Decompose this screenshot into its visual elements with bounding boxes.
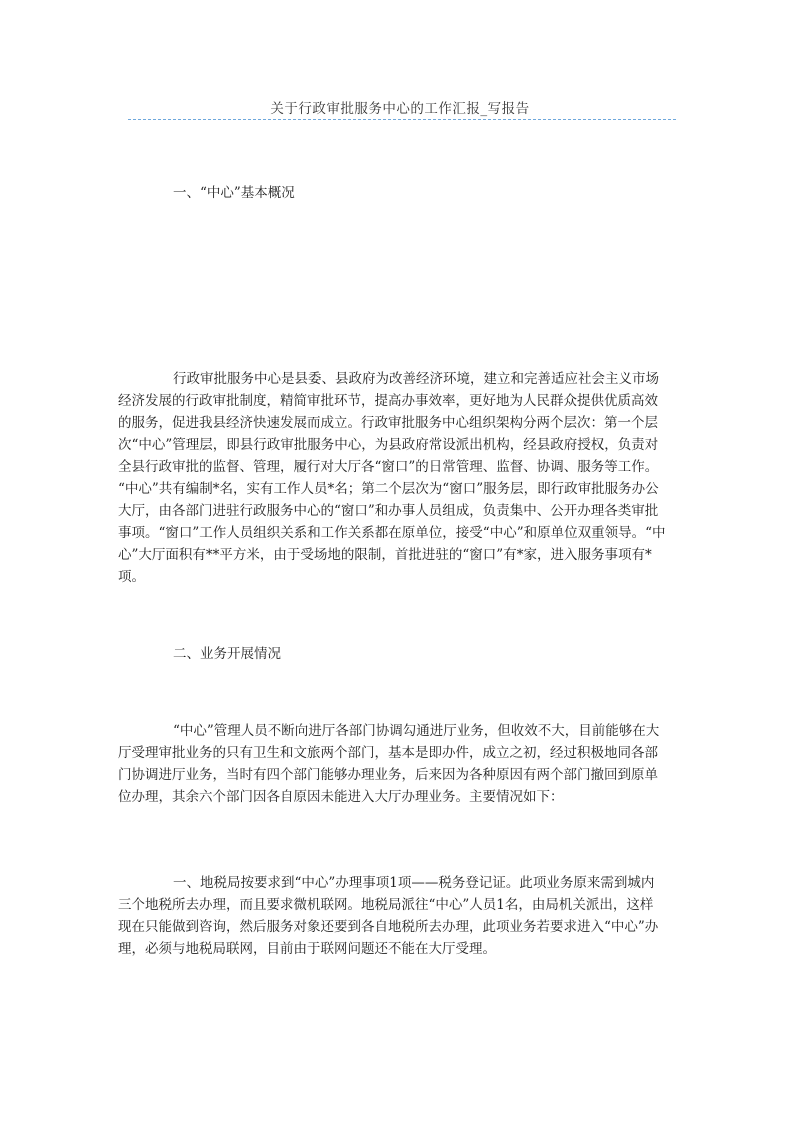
paragraph-line: 现在只能做到咨询，然后服务对象还要到各自地税所去办理，此项业务若要求进入“中心”办 bbox=[118, 919, 659, 935]
section-heading-overview: 一、“中心”基本概况 bbox=[173, 185, 295, 201]
paragraph-line: 事项。“窗口”工作人员组织关系和工作关系都在原单位，接受“中心”和原单位双重领导。“中 bbox=[118, 525, 666, 541]
page-title: 关于行政审批服务中心的工作汇报_写报告 bbox=[270, 101, 530, 117]
paragraph-line: 厅受理审批业务的只有卫生和文旅两个部门，基本是即办件，成立之初，经过积极地同各部 bbox=[118, 745, 658, 761]
paragraph-line: 一、地税局按要求到“中心”办理事项1项——税务登记证。此项业务原来需到城内 bbox=[173, 875, 655, 891]
paragraph-line: 全县行政审批的监督、管理，履行对大厅各“窗口”的日常管理、监督、协调、服务等工作。 bbox=[118, 459, 659, 475]
paragraph-line: 心”大厅面积有**平方米，由于受场地的限制，首批进驻的“窗口”有*家，进入服务事项有* bbox=[118, 547, 652, 563]
paragraph-line: 项。 bbox=[118, 569, 145, 585]
paragraph-line: “中心”管理人员不断向进厅各部门协调勾通进厅业务，但收效不大，目前能够在大 bbox=[173, 723, 660, 739]
paragraph-line: 门协调进厅业务，当时有四个部门能够办理业务，后来因为各种原因有两个部门撤回到原单 bbox=[118, 767, 658, 783]
paragraph-overview bbox=[118, 368, 682, 588]
paragraph-line: 位办理，其余六个部门因各自原因未能进入大厅办理业务。主要情况如下： bbox=[118, 789, 564, 805]
paragraph-line: 理，必须与地税局联网，目前由于联网问题还不能在大厅受理。 bbox=[118, 941, 496, 957]
paragraph-line: 行政审批服务中心是县委、县政府为改善经济环境，建立和完善适应社会主义市场 bbox=[173, 371, 659, 387]
paragraph-line: 次“中心”管理层，即县行政审批服务中心，为县政府常设派出机构，经县政府授权，负责对 bbox=[118, 437, 659, 453]
title-divider bbox=[128, 119, 676, 120]
paragraph-business bbox=[118, 720, 682, 808]
paragraph-tax-bureau bbox=[118, 872, 682, 960]
paragraph-line: 大厅，由各部门进驻行政服务中心的“窗口”和办事人员组成，负责集中、公开办理各类审批 bbox=[118, 503, 659, 519]
paragraph-line: 的服务，促进我县经济快速发展而成立。行政审批服务中心组织架构分两个层次：第一个层 bbox=[118, 415, 658, 431]
paragraph-line: 三个地税所去办理，而且要求微机联网。地税局派往“中心”人员1名，由局机关派出，这样 bbox=[118, 897, 654, 913]
section-heading-business: 二、业务开展情况 bbox=[173, 646, 281, 662]
paragraph-line: “中心”共有编制*名，实有工作人员*名；第二个层次为“窗口”服务层，即行政审批服务办公 bbox=[118, 481, 659, 497]
paragraph-line: 经济发展的行政审批制度，精简审批环节，提高办事效率，更好地为人民群众提供优质高效 bbox=[118, 393, 658, 409]
